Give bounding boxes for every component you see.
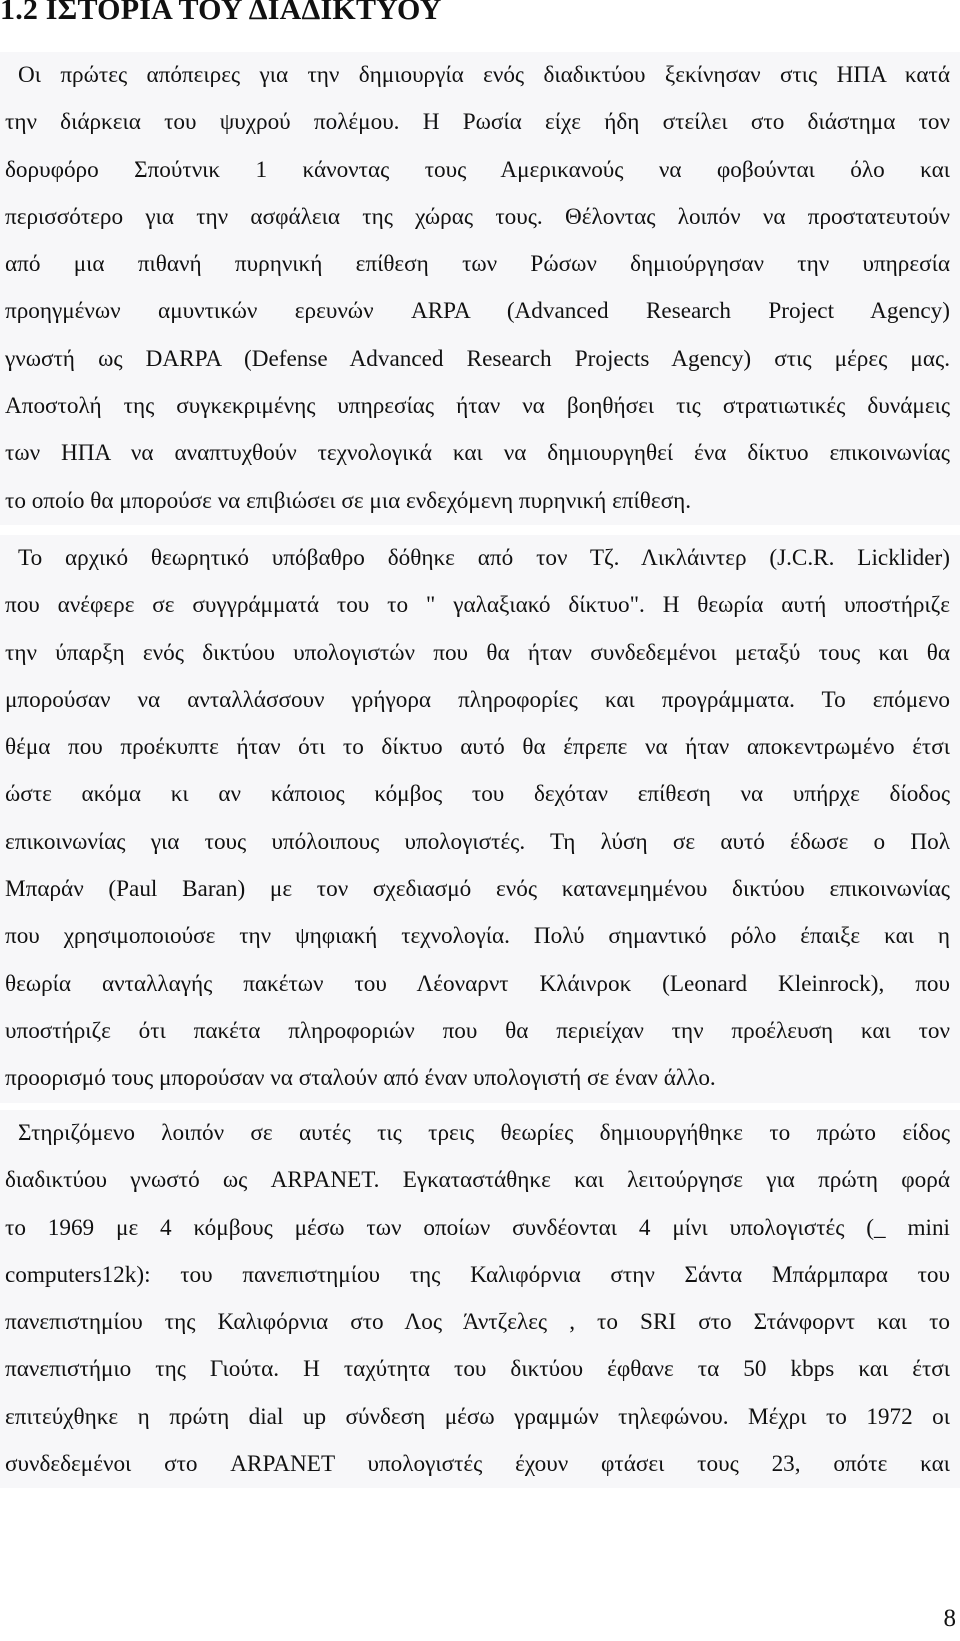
text-line: το οποίο θα μπορούσε να επιβιώσει σε μια ενδεχόμενη πυρηνική επίθεση.: [5, 487, 692, 514]
text-line: υποστήριζε ότι πακέτα πληροφοριών που θα περιείχαν την προέλευση και τον: [5, 1017, 950, 1044]
text-line: γνωστή ως DARPA (Defense Advanced Research Projects Agency) στις μέρες μας.: [5, 345, 950, 372]
text-line: computers12k): του πανεπιστημίου της Καλιφόρνια στην Σάντα Μπάρμπαρα του: [5, 1261, 950, 1288]
text-line: δορυφόρο Σπούτνικ 1 κάνοντας τους Αμερικανούς να φοβούνται όλο και: [5, 156, 950, 183]
text-line: από μια πιθανή πυρηνική επίθεση των Ρώσων δημιούργησαν την υπηρεσία: [5, 251, 950, 278]
text-line: ώστε ακόμα κι αν κάποιος κόμβος του δεχόταν επίθεση να υπήρχε δίοδος: [5, 781, 950, 808]
text-line: Μπαράν (Paul Baran) με τον σχεδιασμό ενός κατανεμημένου δικτύου επικοινωνίας: [5, 876, 950, 903]
text-line: Το αρχικό θεωρητικό υπόβαθρο δόθηκε από τον Τζ. Λικλάιντερ (J.C.R. Licklider): [18, 545, 950, 571]
text-line: επικοινωνίας για τους υπόλοιπους υπολογιστές. Τη λύση σε αυτό έδωσε ο Πολ: [5, 828, 950, 855]
text-line: θέμα που προέκυπτε ήταν ότι το δίκτυο αυτό θα έπρεπε να ήταν αποκεντρωμένο έτσι: [5, 734, 950, 761]
paragraph-arpanet: [0, 1110, 960, 1488]
paragraph-theory: [0, 535, 960, 1103]
text-line: προηγμένων αμυντικών ερευνών ARPA (Advanced Research Project Agency): [5, 298, 950, 325]
text-line: περισσότερο για την ασφάλεια της χώρας τους. Θέλοντας λοιπόν να προστατευτούν: [5, 203, 950, 230]
text-line: μπορούσαν να ανταλλάσσουν γρήγορα πληροφορίες και προγράμματα. Το επόμενο: [5, 686, 950, 713]
text-line: των ΗΠΑ να αναπτυχθούν τεχνολογικά και να δημιουργηθεί ένα δίκτυο επικοινωνίας: [5, 440, 950, 467]
page-number: 8: [943, 1605, 956, 1632]
text-line: που ανέφερε σε συγγράμματά του το " γαλαξιακό δίκτυο". Η θεωρία αυτή υποστήριζε: [5, 592, 950, 619]
text-line: πανεπιστημίου της Καλιφόρνια στο Λος Άντζελες , το SRI στο Στάνφορντ και το: [5, 1309, 950, 1336]
text-line: επιτεύχθηκε η πρώτη dial up σύνδεση μέσω γραμμών τηλεφώνου. Μέχρι το 1972 οι: [5, 1403, 950, 1430]
section-title: 1.2 ΙΣΤΟΡΙΑ ΤΟΥ ΔΙΑΔΙΚΤΥΟΥ: [0, 0, 442, 26]
paragraph-origins: [0, 52, 960, 525]
text-line: διαδικτύου γνωστό ως ARPANET. Εγκαταστάθηκε και λειτούργησε για πρώτη φορά: [5, 1167, 950, 1194]
text-line: προορισμό τους μπορούσαν να σταλούν από έναν υπολογιστή σε έναν άλλο.: [5, 1065, 716, 1092]
text-line: πανεπιστήμιο της Γιούτα. Η ταχύτητα του δικτύου έφθανε τα 50 kbps και έτσι: [5, 1356, 950, 1383]
text-line: θεωρία ανταλλαγής πακέτων του Λέοναρντ Κλάινροκ (Leonard Kleinrock), που: [5, 970, 950, 997]
text-line: που χρησιμοποιούσε την ψηφιακή τεχνολογία. Πολύ σημαντικό ρόλο έπαιξε και η: [5, 923, 950, 950]
text-line: την διάρκεια του ψυχρού πολέμου. Η Ρωσία είχε ήδη στείλει στο διάστημα τον: [5, 109, 950, 136]
text-line: Στηριζόμενο λοιπόν σε αυτές τις τρεις θεωρίες δημιουργήθηκε το πρώτο είδος: [18, 1120, 950, 1146]
text-line: Οι πρώτες απόπειρες για την δημιουργία ενός διαδικτύου ξεκίνησαν στις ΗΠΑ κατά: [18, 62, 950, 88]
text-line: συνδεδεμένοι στο ARPANET υπολογιστές έχουν φτάσει τους 23, οπότε και: [5, 1451, 950, 1478]
text-line: Αποστολή της συγκεκριμένης υπηρεσίας ήταν να βοηθήσει τις στρατιωτικές δυνάμεις: [5, 393, 950, 420]
text-line: το 1969 με 4 κόμβους μέσω των οποίων συνδέονται 4 μίνι υπολογιστές (_ mini: [5, 1214, 950, 1241]
text-line: την ύπαρξη ενός δικτύου υπολογιστών που θα ήταν συνδεδεμένοι μεταξύ τους και θα: [5, 639, 950, 666]
